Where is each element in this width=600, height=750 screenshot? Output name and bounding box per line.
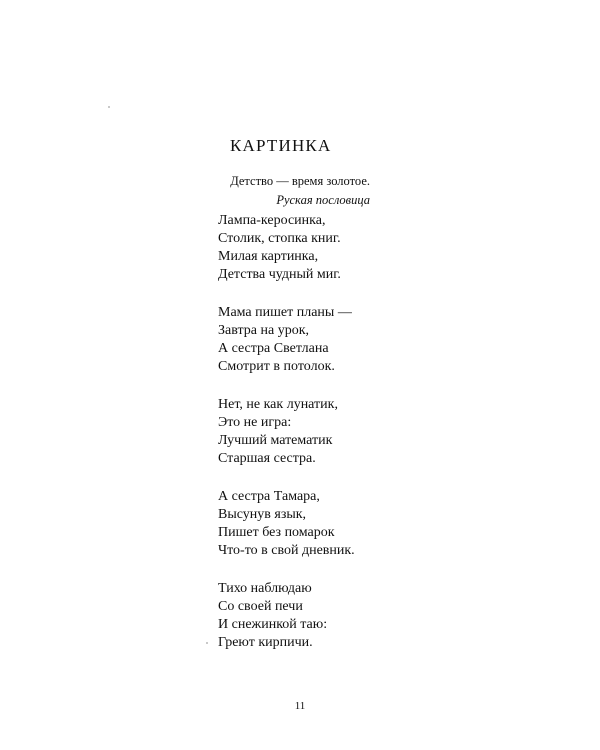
epigraph-text: Детство — время золотое. [230,174,370,188]
scan-speck [206,642,208,644]
poem-line: Высунув язык, [218,507,307,522]
poem-line: Милая картинка, [218,249,319,264]
poem-line: Старшая сестра. [218,451,316,466]
poem-line: Смотрит в потолок. [218,359,335,374]
epigraph [0,172,370,210]
poem-line: А сестра Тамара, [218,489,320,504]
poem-line: Пишет без помарок [218,525,335,540]
poem-line: Это не игра: [218,415,292,430]
poem-line: А сестра Светлана [218,341,329,356]
poem-line: Что-то в свой дневник. [218,543,355,558]
poem-line: Лампа-керосинка, [218,213,326,228]
poem-body [218,212,355,672]
stanza-2 [218,304,355,376]
page-number: 11 [294,700,306,712]
scan-speck [108,106,110,108]
poem-line: Столик, стопка книг. [218,231,341,246]
poem-line: И снежинкой таю: [218,617,328,632]
poem-title: КАРТИНКА [230,136,332,155]
stanza-5 [218,580,355,652]
poem-line: Греют кирпичи. [218,635,313,650]
poem-line: Со своей печи [218,599,303,614]
poem-line: Детства чудный миг. [218,267,341,282]
poem-line: Нет, не как лунатик, [218,397,338,412]
epigraph-source: Руская пословица [276,193,370,207]
stanza-1 [218,212,355,284]
poem-line: Мама пишет планы — [218,305,352,320]
stanza-3 [218,396,355,468]
poem-line: Завтра на урок, [218,323,309,338]
poem-line: Лучший математик [218,433,333,448]
poem-line: Тихо наблюдаю [218,581,312,596]
stanza-4 [218,488,355,560]
